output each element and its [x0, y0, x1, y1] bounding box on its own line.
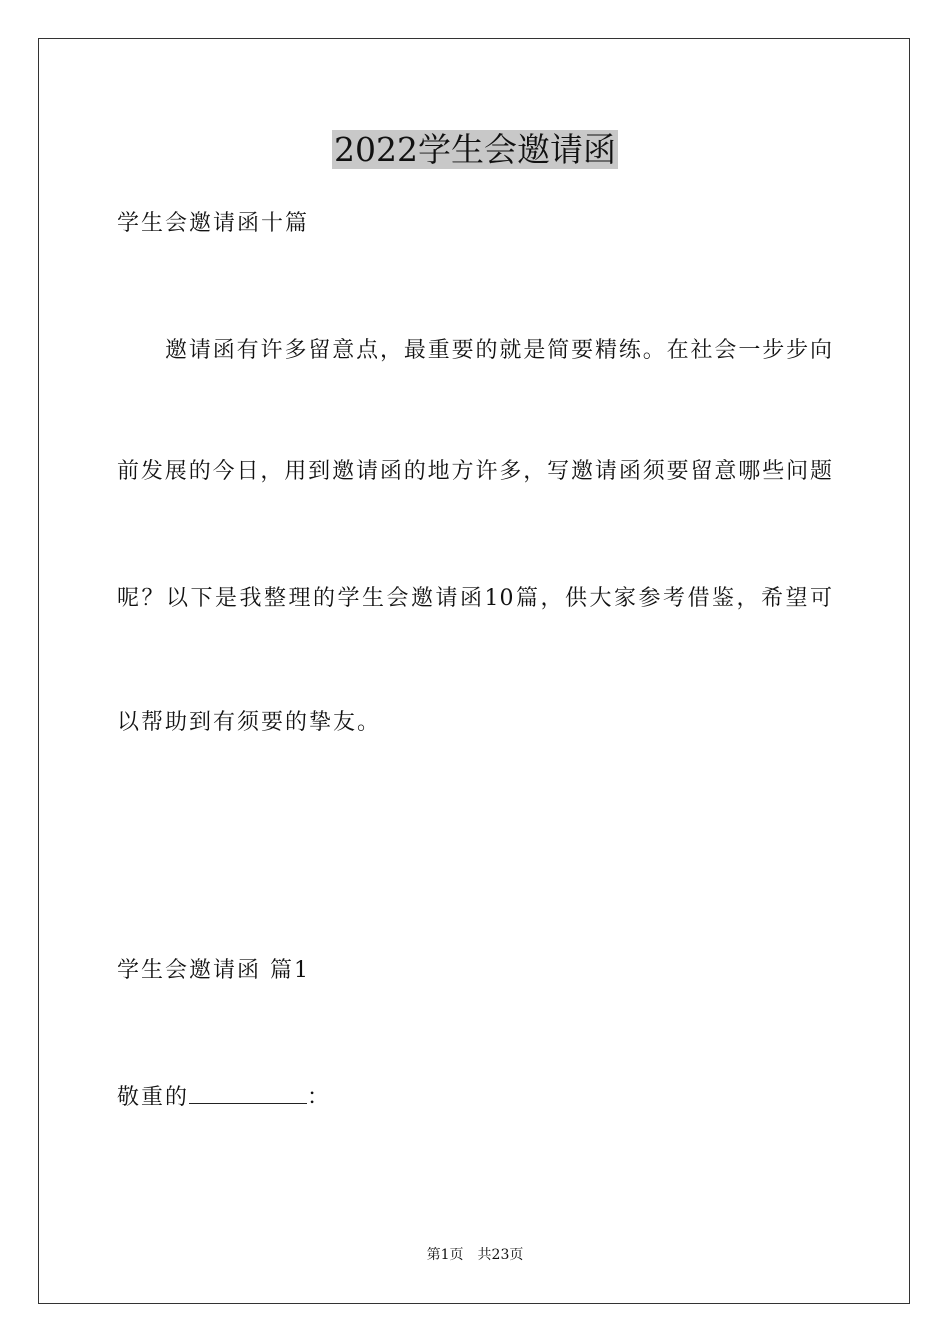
salutation-suffix: ： [307, 1085, 332, 1110]
intro-paragraph-line-4: 以帮助到有须要的挚友。 [117, 710, 382, 735]
salutation-prefix: 敬重的 [117, 1085, 190, 1110]
page-total: 共23页 [477, 1247, 524, 1263]
document-title-text: 2022学生会邀请函 [334, 130, 616, 169]
document-title [0, 128, 950, 172]
salutation [117, 1081, 331, 1113]
intro-paragraph-line-2: 前发展的今日，用到邀请函的地方许多，写邀请函须要留意哪些问题 [117, 459, 833, 484]
page-footer [0, 1245, 950, 1265]
intro-paragraph-line-1: 邀请函有许多留意点，最重要的就是简要精练。在社会一步步向 [165, 338, 833, 363]
section-heading: 学生会邀请函 篇1 [117, 958, 310, 983]
document-subtitle: 学生会邀请函十篇 [117, 211, 310, 236]
page-number: 第1页 [426, 1247, 464, 1263]
salutation-blank-line [189, 1081, 307, 1104]
intro-paragraph-line-3: 呢？以下是我整理的学生会邀请函10篇，供大家参考借鉴，希望可 [117, 586, 833, 611]
